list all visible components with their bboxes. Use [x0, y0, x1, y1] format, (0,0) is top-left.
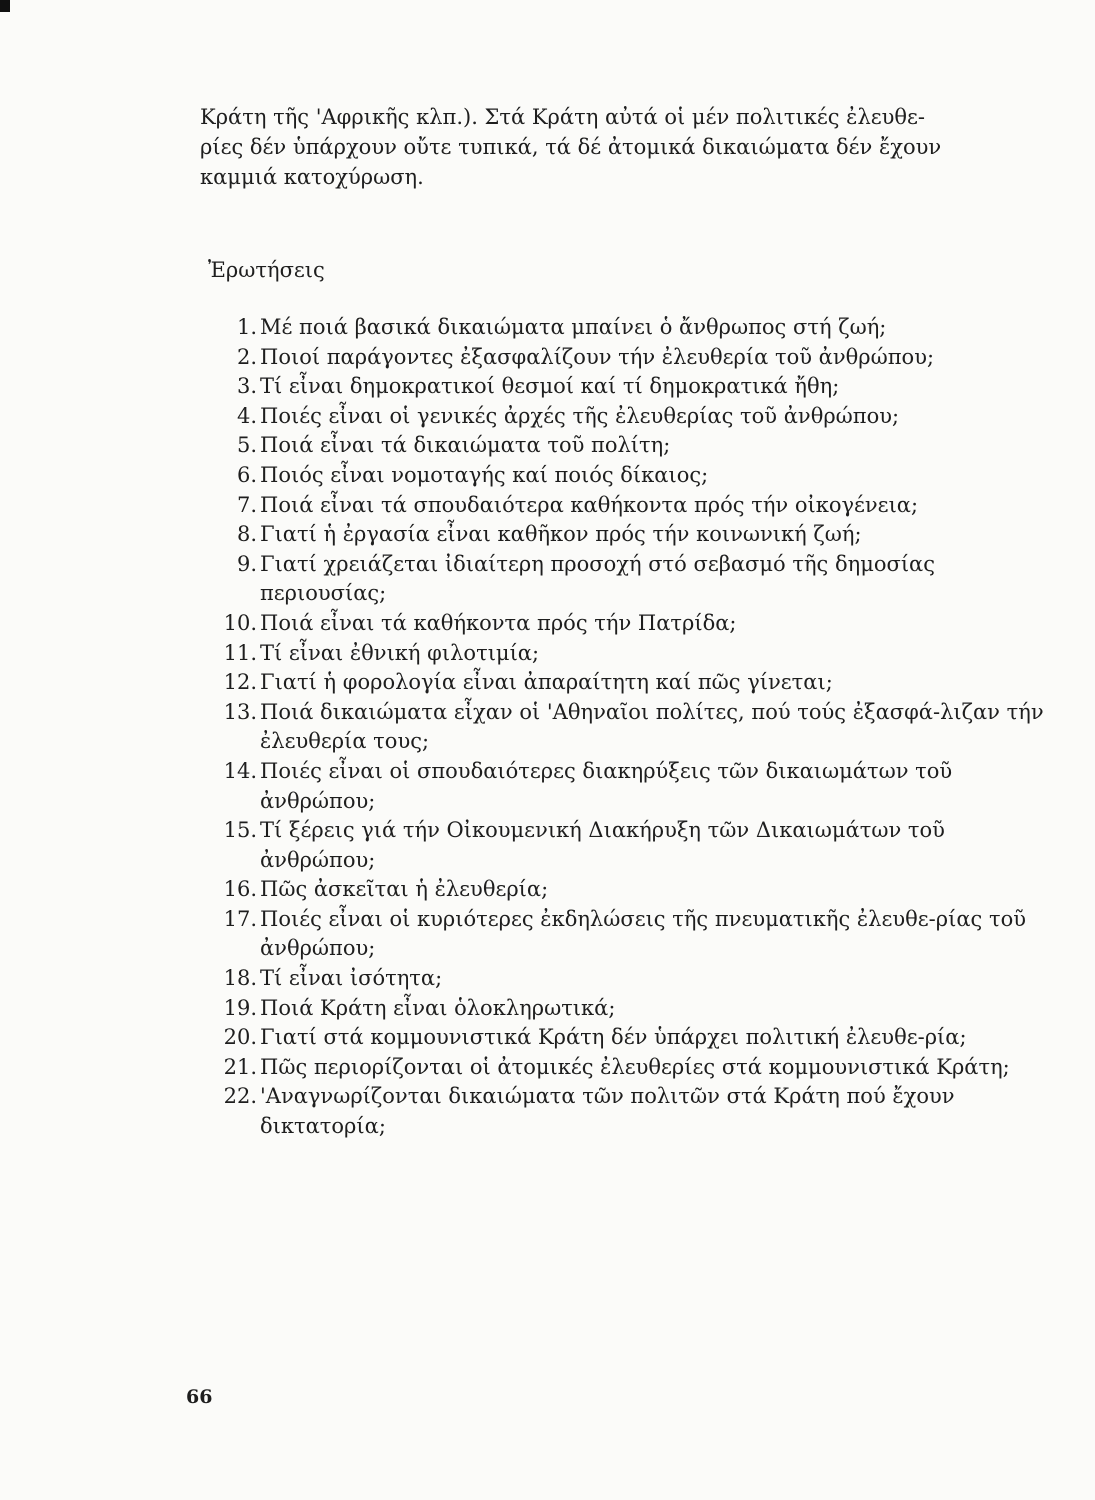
intro-line: καμμιά κατοχύρωση. [200, 165, 424, 189]
question-text: 'Αναγνωρίζονται δικαιώματα τῶν πολιτῶν στά Κράτη πού ἔχουν δικτατορία; [260, 1084, 955, 1139]
question-text: Ποιός εἶναι νομοταγής καί ποιός δίκαιος; [260, 462, 709, 487]
question-item [200, 698, 1045, 757]
question-text: Ποιές εἶναι οἱ σπουδαιότερες διακηρύξεις τῶν δικαιωμάτων τοῦ ἀνθρώπου; [260, 758, 953, 813]
question-text: Ποιά εἶναι τά σπουδαιότερα καθήκοντα πρός τήν οἰκογένεια; [260, 492, 919, 517]
question-item [200, 520, 1045, 550]
question-number-label: 13. [223, 699, 257, 724]
question-number-label: 18. [223, 966, 257, 991]
question-item [200, 343, 1045, 373]
question-item [200, 1023, 1045, 1053]
question-text: Τί εἶναι ἰσότητα; [260, 966, 443, 991]
question-number [200, 609, 257, 639]
question-number [200, 1053, 257, 1083]
question-number-label: 6. [236, 462, 257, 487]
question-number [200, 313, 257, 343]
question-item [200, 609, 1045, 639]
question-item [200, 1082, 1045, 1141]
question-number [200, 757, 257, 816]
question-number [200, 668, 257, 698]
question-item [200, 402, 1045, 432]
question-item [200, 431, 1045, 461]
question-text: Τί ξέρεις γιά τήν Οἰκουμενική Διακήρυξη τῶν Δικαιωμάτων τοῦ ἀνθρώπου; [260, 818, 945, 872]
questions-heading: Ἐρωτήσεις [208, 258, 325, 282]
question-item [200, 757, 1045, 816]
question-item [200, 816, 1045, 875]
question-item [200, 550, 1045, 609]
question-number-label: 16. [223, 877, 257, 902]
question-number [200, 639, 257, 669]
question-number [200, 994, 257, 1024]
question-item [200, 964, 1045, 994]
page-number: 66 [186, 1386, 213, 1408]
question-text: Ποιές εἶναι οἱ κυριότερες ἐκδηλώσεις τῆς πνευματικῆς ἐλευθε-ρίας τοῦ ἀνθρώπου; [260, 906, 1026, 961]
question-text: Τί εἶναι δημοκρατικοί θεσμοί καί τί δημοκρατικά ἤθη; [260, 374, 840, 399]
intro-paragraph [200, 102, 1045, 192]
question-text: Πῶς περιορίζονται οἱ ἀτομικές ἐλευθερίες στά κομμουνιστικά Κράτη; [260, 1054, 1010, 1079]
question-number-label: 20. [223, 1025, 257, 1050]
question-number [200, 343, 257, 373]
question-number [200, 905, 257, 964]
question-text: Ποιά εἶναι τά δικαιώματα τοῦ πολίτη; [260, 433, 671, 458]
question-text: Γιατί ἡ φορολογία εἶναι ἀπαραίτητη καί πῶς γίνεται; [260, 670, 833, 695]
question-text: Τί εἶναι ἐθνική φιλοτιμία; [260, 640, 540, 665]
question-number [200, 550, 257, 609]
question-number-label: 1. [236, 315, 257, 339]
question-text: Γιατί στά κομμουνιστικά Κράτη δέν ὑπάρχει πολιτική ἐλευθε-ρία; [260, 1025, 967, 1050]
question-number-label: 3. [236, 374, 257, 399]
question-text: Ποιά δικαιώματα εἶχαν οἱ 'Αθηναῖοι πολίτες, πού τούς ἐξασφά-λιζαν τήν ἐλευθερία τους; [260, 699, 1044, 754]
question-item [200, 313, 1045, 343]
question-number-label: 15. [223, 818, 257, 843]
question-text: Ποιοί παράγοντες ἐξασφαλίζουν τήν ἐλευθερία τοῦ ἀνθρώπου; [260, 344, 935, 369]
question-item [200, 994, 1045, 1024]
question-number [200, 698, 257, 757]
question-number-label: 19. [223, 995, 257, 1020]
question-number [200, 491, 257, 521]
question-number-label: 10. [223, 610, 257, 635]
question-number-label: 7. [236, 492, 257, 517]
question-item [200, 1053, 1045, 1083]
question-item [200, 875, 1045, 905]
question-number [200, 1023, 257, 1053]
question-number-label: 22. [223, 1084, 257, 1109]
question-number-label: 12. [223, 670, 257, 695]
question-text: Γιατί χρειάζεται ἰδιαίτερη προσοχή στό σεβασμό τῆς δημοσίας περιουσίας; [260, 551, 935, 606]
page-body [200, 102, 1045, 1142]
question-item [200, 491, 1045, 521]
question-number [200, 875, 257, 905]
question-item [200, 372, 1045, 402]
intro-line: ρίες δέν ὑπάρχουν οὔτε τυπικά, τά δέ ἀτομικά δικαιώματα δέν ἔχουν [200, 135, 942, 159]
question-text: Γιατί ἡ ἐργασία εἶναι καθῆκον πρός τήν κοινωνική ζωή; [260, 522, 862, 547]
question-number [200, 1082, 257, 1141]
question-text: Ποιές εἶναι οἱ γενικές ἀρχές τῆς ἐλευθερίας τοῦ ἀνθρώπου; [260, 403, 900, 428]
question-number-label: 9. [236, 551, 257, 576]
question-number [200, 461, 257, 491]
question-item [200, 461, 1045, 491]
question-item [200, 905, 1045, 964]
question-number-label: 8. [236, 522, 257, 547]
question-number [200, 964, 257, 994]
questions-list [200, 313, 1045, 1142]
question-number [200, 816, 257, 875]
question-number [200, 520, 257, 550]
question-number-label: 14. [223, 758, 257, 783]
question-number-label: 21. [223, 1054, 257, 1079]
question-number-label: 11. [223, 640, 257, 665]
question-number-label: 5. [236, 433, 257, 458]
question-text: Ποιά Κράτη εἶναι ὁλοκληρωτικά; [260, 995, 616, 1020]
question-number-label: 4. [236, 403, 257, 428]
scan-corner-mark [0, 0, 10, 12]
question-text: Μέ ποιά βασικά δικαιώματα μπαίνει ὁ ἄνθρωπος στή ζωή; [260, 315, 887, 339]
question-number-label: 2. [236, 344, 257, 369]
question-number [200, 372, 257, 402]
intro-line: Κράτη τῆς 'Αφρικῆς κλπ.). Στά Κράτη αὐτά οἱ μέν πολιτικές ἐλευθε- [200, 105, 926, 129]
question-number-label: 17. [223, 906, 257, 931]
question-number [200, 402, 257, 432]
question-item [200, 668, 1045, 698]
question-text: Ποιά εἶναι τά καθήκοντα πρός τήν Πατρίδα; [260, 610, 737, 635]
question-text: Πῶς ἀσκεῖται ἡ ἐλευθερία; [260, 877, 549, 902]
question-item [200, 639, 1045, 669]
question-number [200, 431, 257, 461]
